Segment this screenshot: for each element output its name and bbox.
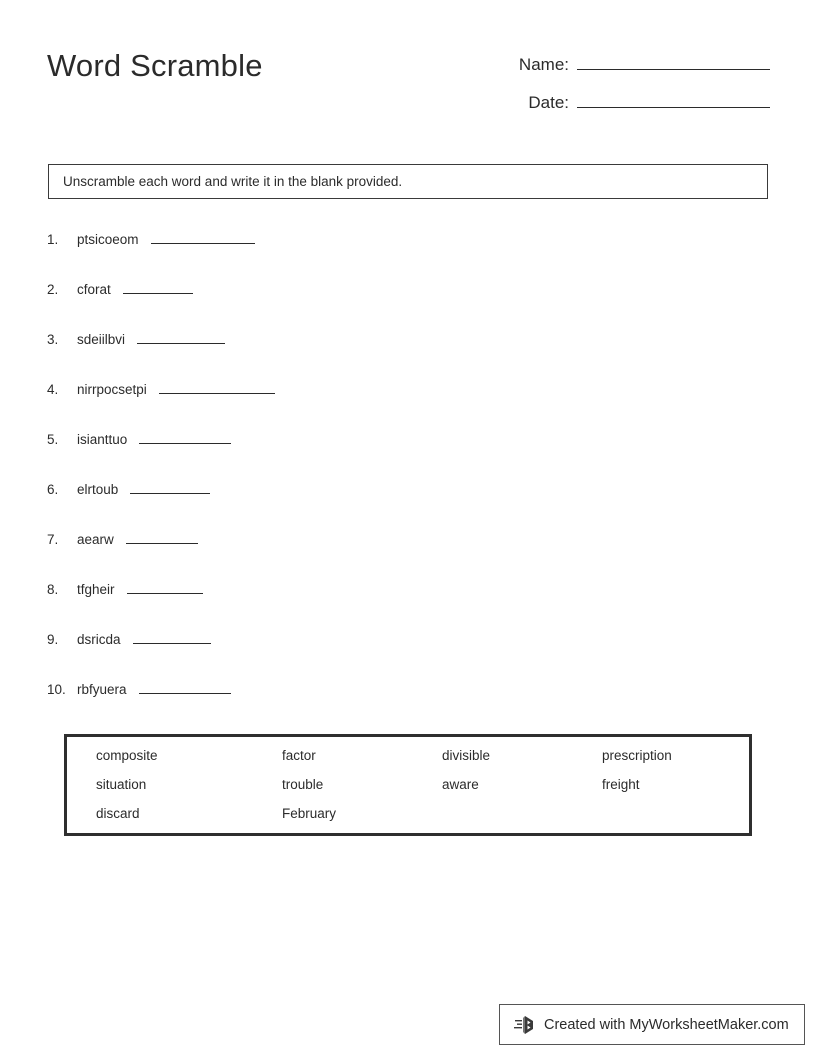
problem-item	[47, 630, 211, 652]
problem-item	[47, 580, 203, 602]
problem-item	[47, 480, 210, 502]
name-input-line[interactable]	[577, 52, 770, 70]
word-bank-empty	[602, 806, 762, 835]
word-bank-row	[70, 748, 746, 777]
instruction-box	[48, 164, 768, 199]
word-bank-row	[70, 806, 746, 835]
problem-item	[47, 680, 231, 702]
date-input-line[interactable]	[577, 90, 770, 108]
problem-item	[47, 380, 275, 402]
problem-number: 1.	[47, 232, 59, 247]
problem-number: 10.	[47, 682, 66, 697]
answer-blank[interactable]	[123, 280, 193, 294]
name-field-row	[430, 52, 770, 75]
answer-blank[interactable]	[133, 630, 211, 644]
scrambled-word: isianttuo	[77, 432, 128, 447]
answer-blank[interactable]	[130, 480, 210, 494]
problem-number: 9.	[47, 632, 59, 647]
word-bank-empty	[442, 806, 602, 835]
word-bank-row	[70, 777, 746, 806]
scrambled-word: elrtoub	[77, 482, 119, 497]
word-bank-inner	[69, 739, 747, 831]
answer-blank[interactable]	[139, 680, 231, 694]
worksheet-header	[0, 0, 816, 140]
date-label: Date:	[528, 93, 569, 112]
scrambled-word: aearw	[77, 532, 114, 547]
word-bank-word: composite	[96, 748, 158, 763]
problem-item	[47, 280, 193, 302]
word-bank-word: February	[282, 806, 337, 821]
word-bank-word: situation	[96, 777, 147, 792]
problem-item	[47, 330, 225, 352]
scrambled-word: nirrpocsetpi	[77, 382, 147, 397]
answer-blank[interactable]	[139, 430, 231, 444]
problem-number: 2.	[47, 282, 59, 297]
scrambled-word: ptsicoeom	[77, 232, 139, 247]
word-bank-word: trouble	[282, 777, 324, 792]
answer-blank[interactable]	[127, 580, 203, 594]
problem-number: 7.	[47, 532, 59, 547]
answer-blank[interactable]	[151, 230, 255, 244]
problem-item	[47, 230, 255, 252]
name-label: Name:	[518, 55, 569, 74]
answer-blank[interactable]	[126, 530, 198, 544]
instruction-text: Unscramble each word and write it in the blank provided.	[63, 174, 403, 189]
scrambled-word: sdeiilbvi	[77, 332, 126, 347]
problem-number: 8.	[47, 582, 59, 597]
problem-number: 3.	[47, 332, 59, 347]
problem-item	[47, 530, 198, 552]
scrambled-word: rbfyuera	[77, 682, 127, 697]
word-bank-box	[64, 734, 752, 836]
scrambled-word: dsricda	[77, 632, 121, 647]
problem-number: 6.	[47, 482, 59, 497]
pennant-logo-icon	[514, 1015, 536, 1035]
word-bank-word: aware	[442, 777, 479, 792]
scrambled-word: tfgheir	[77, 582, 115, 597]
word-bank-word: factor	[282, 748, 316, 763]
problem-item	[47, 430, 231, 452]
word-bank-word: discard	[96, 806, 140, 821]
badge-text: Created with MyWorksheetMaker.com	[544, 1016, 789, 1033]
page-title: Word Scramble	[47, 48, 263, 83]
scrambled-word: cforat	[77, 282, 111, 297]
word-bank-word: freight	[602, 777, 640, 792]
answer-blank[interactable]	[137, 330, 225, 344]
problem-number: 5.	[47, 432, 59, 447]
problem-number: 4.	[47, 382, 59, 397]
word-bank-word: divisible	[442, 748, 491, 763]
answer-blank[interactable]	[159, 380, 275, 394]
date-field-row	[430, 90, 770, 113]
created-with-badge[interactable]	[499, 1004, 805, 1045]
word-bank-word: prescription	[602, 748, 672, 763]
